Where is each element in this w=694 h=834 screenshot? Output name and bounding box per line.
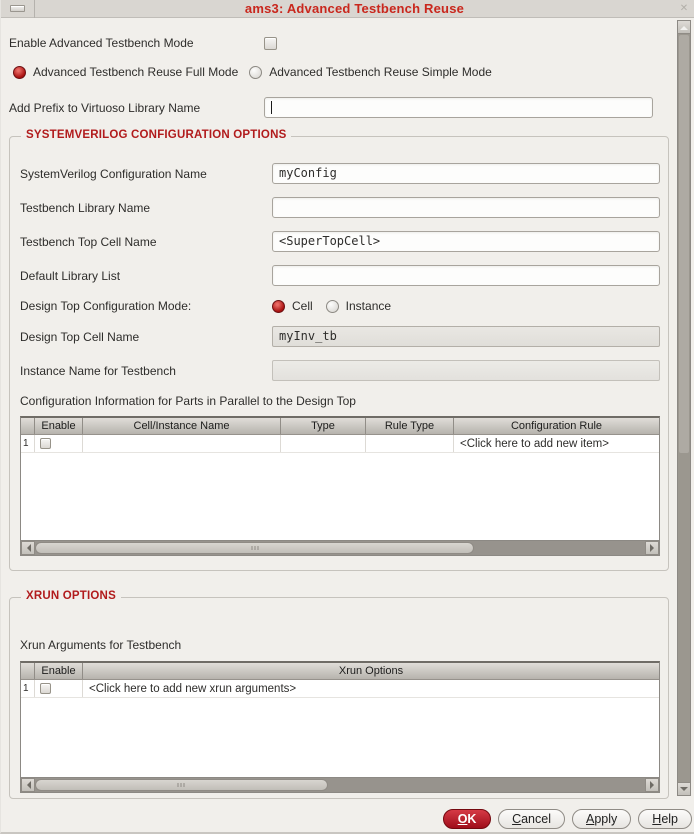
table-empty-area	[21, 698, 659, 777]
prefix-label: Add Prefix to Virtuoso Library Name	[9, 100, 201, 115]
scroll-left-icon[interactable]	[21, 778, 35, 792]
hscroll-thumb[interactable]	[35, 542, 474, 554]
xrun-args-caption: Xrun Arguments for Testbench	[20, 638, 182, 652]
row-number: 1	[21, 435, 35, 452]
instance-name-row	[20, 360, 660, 381]
design-top-mode-row	[20, 299, 660, 313]
config-name-row	[20, 163, 660, 184]
design-top-cell-row	[20, 326, 660, 347]
enable-column-header[interactable]: Enable	[35, 663, 83, 679]
rule-type-cell[interactable]	[366, 435, 454, 452]
full-mode-radio[interactable]	[13, 66, 26, 79]
cell-instance-column-header[interactable]: Cell/Instance Name	[83, 418, 281, 434]
reuse-mode-row	[9, 65, 674, 79]
cell-instance-cell[interactable]	[83, 435, 281, 452]
xrun-options-title: XRUN OPTIONS	[21, 590, 121, 602]
window-resize-icon[interactable]: ✕	[679, 3, 689, 14]
design-mode-instance-radio[interactable]	[326, 300, 339, 313]
design-mode-cell-label: Cell	[292, 299, 313, 313]
parallel-table-header	[21, 418, 659, 435]
xrun-options-group	[9, 590, 669, 799]
design-mode-cell-radio[interactable]	[272, 300, 285, 313]
simple-mode-radio[interactable]	[249, 66, 262, 79]
testbench-library-row	[20, 197, 660, 218]
systemverilog-options-title: SYSTEMVERILOG CONFIGURATION OPTIONS	[21, 129, 291, 141]
window-title: ams3: Advanced Testbench Reuse	[244, 1, 465, 16]
row-number-header	[21, 663, 35, 679]
testbench-top-cell-input[interactable]: <SuperTopCell>	[272, 231, 660, 252]
rule-type-column-header[interactable]: Rule Type	[366, 418, 454, 434]
row-enable-checkbox[interactable]	[40, 683, 51, 694]
design-mode-instance-label: Instance	[345, 299, 392, 313]
design-top-mode-label: Design Top Configuration Mode:	[20, 299, 192, 313]
title-bar	[1, 0, 694, 18]
default-library-row	[20, 265, 660, 286]
design-top-cell-label: Design Top Cell Name	[20, 329, 140, 344]
xrun-option-cell[interactable]: <Click here to add new xrun arguments>	[89, 682, 297, 695]
xrun-options-table	[20, 661, 660, 793]
enable-mode-label: Enable Advanced Testbench Mode	[9, 36, 194, 50]
default-library-label: Default Library List	[20, 268, 121, 283]
enable-column-header[interactable]: Enable	[35, 418, 83, 434]
parallel-table-hscrollbar[interactable]	[21, 540, 659, 555]
testbench-top-cell-row	[20, 231, 660, 252]
ok-button[interactable]: OK	[443, 809, 491, 829]
default-library-input[interactable]	[272, 265, 660, 286]
row-number-header	[21, 418, 35, 434]
xrun-table-header	[21, 663, 659, 680]
instance-name-input	[272, 360, 660, 381]
systemverilog-options-group	[9, 129, 669, 571]
enable-mode-row	[9, 36, 674, 50]
scroll-left-icon[interactable]	[21, 541, 35, 555]
minimize-icon	[10, 5, 25, 12]
cancel-button[interactable]: Cancel	[498, 809, 565, 829]
type-column-header[interactable]: Type	[281, 418, 366, 434]
window-menu-button[interactable]	[1, 0, 35, 18]
testbench-library-input[interactable]	[272, 197, 660, 218]
instance-name-label: Instance Name for Testbench	[20, 363, 176, 378]
row-number: 1	[21, 680, 35, 697]
table-row[interactable]	[21, 680, 659, 698]
config-name-input[interactable]: myConfig	[272, 163, 660, 184]
config-name-label: SystemVerilog Configuration Name	[20, 166, 207, 181]
dialog-button-row	[443, 809, 692, 829]
apply-button[interactable]: Apply	[572, 809, 631, 829]
row-enable-checkbox[interactable]	[40, 438, 51, 449]
full-mode-label: Advanced Testbench Reuse Full Mode	[33, 65, 239, 79]
type-cell[interactable]	[281, 435, 366, 452]
simple-mode-label: Advanced Testbench Reuse Simple Mode	[269, 65, 492, 79]
design-top-cell-input[interactable]: myInv_tb	[272, 326, 660, 347]
config-rule-cell[interactable]: <Click here to add new item>	[460, 437, 609, 450]
testbench-library-label: Testbench Library Name	[20, 200, 151, 215]
prefix-input[interactable]	[264, 97, 653, 118]
text-caret	[271, 101, 272, 114]
config-rule-column-header[interactable]: Configuration Rule	[510, 420, 603, 432]
hscroll-thumb[interactable]	[35, 779, 328, 791]
xrun-table-hscrollbar[interactable]	[21, 777, 659, 792]
enable-mode-checkbox[interactable]	[264, 37, 277, 50]
vscroll-thumb[interactable]	[679, 35, 689, 453]
prefix-row	[9, 97, 674, 118]
testbench-top-cell-label: Testbench Top Cell Name	[20, 234, 157, 249]
scroll-right-icon[interactable]	[645, 778, 659, 792]
xrun-options-column-header[interactable]: Xrun Options	[338, 665, 404, 677]
table-empty-area	[21, 453, 659, 540]
scroll-right-icon[interactable]	[645, 541, 659, 555]
help-button[interactable]: Help	[638, 809, 692, 829]
parallel-config-caption: Configuration Information for Parts in Parallel to the Design Top	[20, 394, 356, 408]
scroll-up-icon[interactable]	[678, 21, 690, 34]
scroll-down-icon[interactable]	[678, 782, 690, 795]
parallel-config-table	[20, 416, 660, 556]
table-row[interactable]	[21, 435, 659, 453]
dialog-content	[1, 19, 674, 808]
vertical-scrollbar[interactable]	[677, 20, 691, 796]
